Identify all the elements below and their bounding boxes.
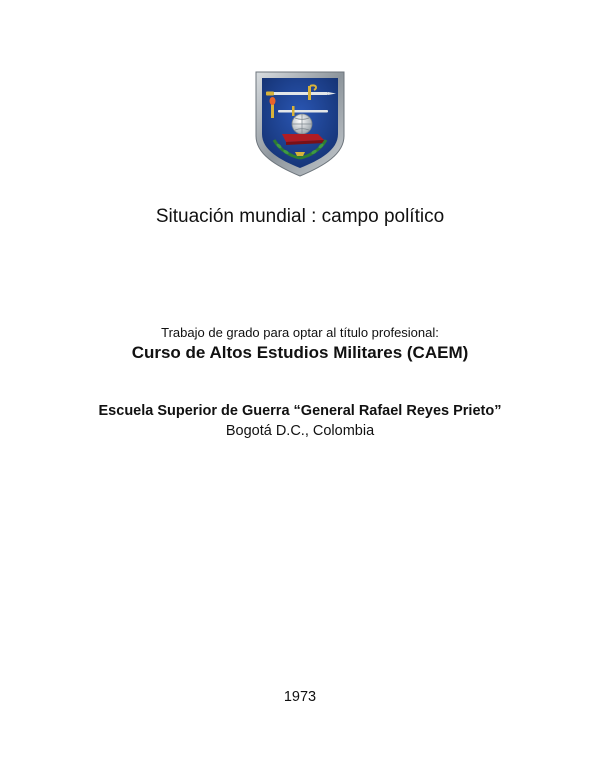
publication-year: 1973 (283, 689, 317, 705)
school-name: Escuela Superior de Guerra “General Rafael Reyes Prieto” (98, 403, 502, 419)
program-name: Curso de Altos Estudios Militares (CAEM) (131, 343, 469, 362)
military-school-crest-icon (252, 70, 348, 178)
city-location: Bogotá D.C., Colombia (225, 423, 375, 439)
document-title: Situación mundial : campo político (155, 206, 445, 227)
degree-intro-text: Trabajo de grado para optar al título profesional: (161, 325, 439, 340)
